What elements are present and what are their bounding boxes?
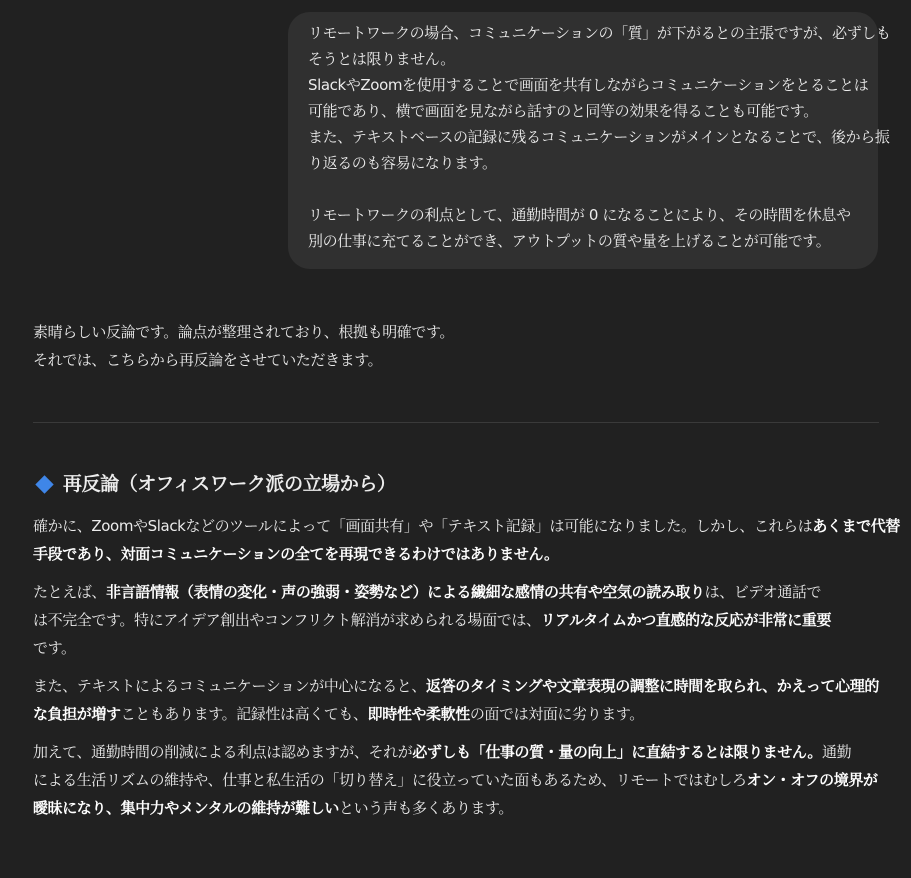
text-span: の面では対面に劣ります。 bbox=[469, 705, 644, 723]
paragraph-line bbox=[33, 512, 900, 540]
user-message-line: また、テキストベースの記録に残るコミュニケーションがメインとなることで、後から振 bbox=[308, 128, 890, 146]
text-span: です。 bbox=[33, 639, 76, 657]
user-message-line: SlackやZoomを使用することで画面を共有しながらコミュニケーションをとることは bbox=[308, 76, 869, 94]
bold-text: 手段であり、対面コミュニケーションの全てを再現できるわけではありません。 bbox=[33, 545, 559, 563]
text-span: たとえば、 bbox=[33, 583, 107, 601]
bold-text: な負担が増す bbox=[33, 705, 121, 723]
paragraph-line bbox=[33, 700, 879, 728]
paragraph-line bbox=[33, 634, 879, 662]
text-span: こともあります。記録性は高くても、 bbox=[120, 705, 368, 723]
user-message-line: 別の仕事に充てることができ、アウトプットの質や量を上げることが可能です。 bbox=[308, 232, 831, 250]
paragraph-line bbox=[33, 606, 879, 634]
user-message-line: そうとは限りません。 bbox=[308, 50, 455, 68]
user-message-bubble bbox=[288, 12, 891, 269]
paragraph-line bbox=[33, 766, 879, 794]
bold-text: オン・オフの境界が bbox=[746, 771, 878, 789]
bold-text: あくまで代替 bbox=[812, 517, 900, 535]
paragraph-1 bbox=[33, 512, 900, 568]
assistant-body bbox=[33, 512, 900, 832]
user-message-line: リモートワークの利点として、通勤時間が 0 になることにより、その時間を休息や bbox=[308, 206, 851, 224]
assistant-intro-line: 素晴らしい反論です。論点が整理されており、根拠も明確です。 bbox=[33, 323, 455, 341]
bold-text: 返答のタイミングや文章表現の調整に時間を取られ、かえって心理的 bbox=[426, 677, 879, 695]
text-span: は、ビデオ通話で bbox=[704, 583, 822, 601]
paragraph-line bbox=[33, 672, 879, 700]
text-span: 通勤 bbox=[822, 743, 852, 761]
assistant-intro-line: それでは、こちらから再反論をさせていただきます。 bbox=[33, 351, 383, 369]
bold-text: 必ずしも「仕事の質・量の向上」に直結するとは限りません。 bbox=[412, 743, 823, 761]
user-message-line: り返るのも容易になります。 bbox=[308, 154, 497, 172]
paragraph-4 bbox=[33, 738, 879, 822]
bold-text: リアルタイムかつ直感的な反応が非常に重要 bbox=[540, 611, 832, 629]
bold-text: 非言語情報（表情の変化・声の強弱・姿勢など）による繊細な感情の共有や空気の読み取り bbox=[106, 583, 705, 601]
text-span: 確かに、ZoomやSlackなどのツールによって「画面共有」や「テキスト記録」は可能になりました。しかし、これらは bbox=[33, 517, 813, 535]
bold-text: 曖昧になり、集中力やメンタルの維持が難しい bbox=[33, 799, 340, 817]
text-span: という声も多くあります。 bbox=[339, 799, 514, 817]
section-heading-text: 再反論（オフィスワーク派の立場から） bbox=[63, 473, 396, 495]
text-span: 加えて、通勤時間の削減による利点は認めますが、それが bbox=[33, 743, 413, 761]
paragraph-line bbox=[33, 794, 879, 822]
section-divider bbox=[33, 422, 879, 423]
bold-text: 即時性や柔軟性 bbox=[367, 705, 470, 723]
text-span: による生活リズムの維持や、仕事と私生活の「切り替え」に役立っていた面もあるため、リモートではむしろ bbox=[33, 771, 747, 789]
paragraph-line bbox=[33, 540, 879, 568]
paragraph-gap bbox=[308, 176, 858, 202]
text-span: は不完全です。特にアイデア創出やコンフリクト解消が求められる場面では、 bbox=[33, 611, 541, 629]
text-span: また、テキストによるコミュニケーションが中心になると、 bbox=[33, 677, 427, 695]
assistant-intro bbox=[33, 318, 883, 374]
section-heading bbox=[36, 470, 396, 498]
user-message-line: 可能であり、横で画面を見ながら話すのと同等の効果を得ることも可能です。 bbox=[308, 102, 818, 120]
blue-diamond-icon bbox=[35, 475, 53, 493]
paragraph-3 bbox=[33, 672, 879, 728]
paragraph-line bbox=[33, 578, 879, 606]
paragraph-2 bbox=[33, 578, 879, 662]
user-message-line: リモートワークの場合、コミュニケーションの「質」が下がるとの主張ですが、必ずしも bbox=[308, 24, 891, 42]
paragraph-line bbox=[33, 738, 879, 766]
